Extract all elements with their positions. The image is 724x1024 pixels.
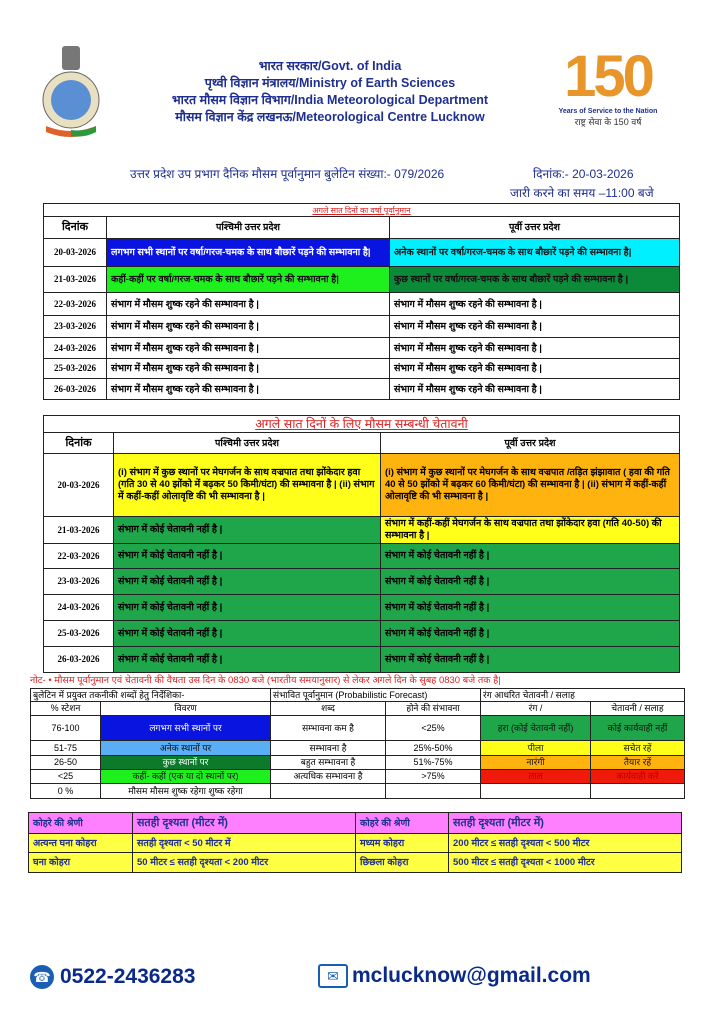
legend-group-probabilistic: संभावित पूर्वानुमान (Probabilistic Forecast)	[271, 689, 481, 702]
east-up-warning: (i) संभाग में कुछ स्थानों पर मेघगर्जन के साथ वज्रपात /तड़ित झंझावात ( हवा की गति 40 से 50 झोंको में बढ़कर 60 किमी/घंटा) की सम्भावना है | (ii) संभाग में कहीं-कहीं ओलावृष्टि की भी सम्भावना है |	[381, 454, 680, 517]
terminology-legend-table	[30, 688, 685, 799]
col-header-west: पश्चिमी उत्तर प्रदेश	[107, 217, 390, 239]
legend-station-pct: 76-100	[31, 716, 101, 741]
row-date: 25-03-2026	[44, 621, 114, 647]
legend-color-name: लाल	[481, 770, 591, 784]
imd-emblem-logo	[40, 44, 102, 142]
fog-header-visibility: सतही दृश्यता (मीटर में)	[133, 813, 356, 834]
east-up-warning: संभाग में कोई चेतावनी नहीं है |	[381, 569, 680, 595]
legend-description: मौसम मौसम शुष्क रहेगा शुष्क रहेगा	[101, 784, 271, 799]
row-date: 24-03-2026	[44, 595, 114, 621]
legend-header-color: रंग /	[481, 702, 591, 716]
row-date: 24-03-2026	[44, 338, 107, 359]
rain-table-row	[44, 267, 680, 293]
legend-advice: कार्यवाही करें	[591, 770, 685, 784]
west-up-forecast: संभाग में मौसम शुष्क रहने की सम्भावना है |	[107, 379, 390, 400]
rain-table-row	[44, 316, 680, 338]
east-up-forecast: कुछ स्थानों पर वर्षा/गरज-चमक के साथ बौछारें पड़ने की सम्भावना है |	[390, 267, 680, 293]
150-years-logo	[548, 44, 668, 138]
warning-table-row	[44, 454, 680, 517]
east-up-warning: संभाग में कहीं-कहीं मेघगर्जन के साथ वज्रपात तथा झोंकेदार हवा (गति 40-50) की सम्भावना है |	[381, 517, 680, 544]
legend-advice: तैयार रहें	[591, 756, 685, 770]
header-line-ministry: पृथ्वी विज्ञान मंत्रालय/Ministry of Earth Sciences	[204, 76, 456, 90]
fog-header-category: कोहरे की श्रेणी	[29, 813, 133, 834]
east-up-forecast: संभाग में मौसम शुष्क रहने की सम्भावना है |	[390, 359, 680, 379]
west-up-forecast: लगभग सभी स्थानों पर वर्षा/गरज-चमक के साथ बौछारें पड़ने की सम्भावना है|	[107, 239, 390, 267]
bulletin-date: दिनांक:- 20-03-2026	[533, 167, 634, 181]
legend-description: कहीं- कहीं (एक या दो स्थानों पर)	[101, 770, 271, 784]
legend-probability: 25%-50%	[386, 741, 481, 756]
legend-color-name: नारंगी	[481, 756, 591, 770]
legend-group-color-warning: रंग आधरित चेतावनी / सलाह	[481, 689, 685, 702]
legend-color-name: पीला	[481, 741, 591, 756]
west-up-forecast: संभाग में मौसम शुष्क रहने की सम्भावना है |	[107, 293, 390, 316]
warning-table-title: अगले सात दिनों के लिए मौसम सम्बन्धी चेतावनी	[44, 416, 680, 433]
legend-row	[31, 756, 685, 770]
legend-station-pct: 0 %	[31, 784, 101, 799]
rain-table-row	[44, 293, 680, 316]
phone-contact[interactable]	[30, 962, 195, 992]
weather-warning-table	[43, 415, 680, 673]
rain-table-title: अगले सात दिनों का वर्षा पूर्वानुमान	[44, 204, 680, 217]
west-up-warning: संभाग में कोई चेतावनी नहीं है |	[114, 517, 381, 544]
row-date: 20-03-2026	[44, 454, 114, 517]
row-date: 21-03-2026	[44, 517, 114, 544]
rain-table-row	[44, 359, 680, 379]
legend-probability	[386, 784, 481, 799]
row-date: 26-03-2026	[44, 647, 114, 673]
row-date: 20-03-2026	[44, 239, 107, 267]
legend-advice: सचेत रहें	[591, 741, 685, 756]
legend-word: सम्भावना कम है	[271, 716, 386, 741]
row-date: 25-03-2026	[44, 359, 107, 379]
legend-word: बहुत सम्भावना है	[271, 756, 386, 770]
warning-table-row	[44, 569, 680, 595]
legend-station-pct: 26-50	[31, 756, 101, 770]
legend-station-pct: 51-75	[31, 741, 101, 756]
header-line-govt: भारत सरकार/Govt. of India	[258, 59, 402, 73]
col-header-east: पूर्वी उत्तर प्रदेश	[381, 433, 680, 454]
west-up-forecast: कहीं-कहीं पर वर्षा/गरज-चमक के साथ बौछारें पड़ने की सम्भावना है|	[107, 267, 390, 293]
east-up-warning: संभाग में कोई चेतावनी नहीं है |	[381, 544, 680, 569]
legend-group-terms: बुलेटिन में प्रयुक्त तकनीकी शब्दों हेतु निर्देशिका-	[31, 689, 271, 702]
legend-probability: >75%	[386, 770, 481, 784]
warning-table-row	[44, 647, 680, 673]
east-up-warning: संभाग में कोई चेतावनी नहीं है |	[381, 647, 680, 673]
east-up-forecast: संभाग में मौसम शुष्क रहने की सम्भावना है |	[390, 338, 680, 359]
legend-row	[31, 716, 685, 741]
email-icon: ✉	[318, 964, 348, 988]
rain-table-row	[44, 338, 680, 359]
row-date: 22-03-2026	[44, 293, 107, 316]
warning-table-row	[44, 544, 680, 569]
legend-header-advice: चेतावनी / सलाह	[591, 702, 685, 716]
warning-table-row	[44, 595, 680, 621]
fog-visibility-range: 200 मीटर ≤ सतही दृश्यता < 500 मीटर	[449, 834, 682, 853]
fog-visibility-range: सतही दृश्यता < 50 मीटर में	[133, 834, 356, 853]
east-up-forecast: संभाग में मौसम शुष्क रहने की सम्भावना है |	[390, 379, 680, 400]
legend-description: कुछ स्थानों पर	[101, 756, 271, 770]
col-header-date: दिनांक	[44, 433, 114, 454]
row-date: 23-03-2026	[44, 316, 107, 338]
west-up-warning: संभाग में कोई चेतावनी नहीं है |	[114, 621, 381, 647]
legend-header-word: शब्द	[271, 702, 386, 716]
east-up-forecast: संभाग में मौसम शुष्क रहने की सम्भावना है |	[390, 293, 680, 316]
header-line-imd: भारत मौसम विज्ञान विभाग/India Meteorological Department	[171, 93, 489, 107]
west-up-warning: संभाग में कोई चेतावनी नहीं है |	[114, 544, 381, 569]
row-date: 21-03-2026	[44, 267, 107, 293]
logo-150-number: 150	[564, 44, 652, 109]
legend-probability: 51%-75%	[386, 756, 481, 770]
email-address: mclucknow@gmail.com	[352, 964, 591, 987]
fog-visibility-table	[28, 812, 682, 873]
west-up-forecast: संभाग में मौसम शुष्क रहने की सम्भावना है |	[107, 338, 390, 359]
east-up-warning: संभाग में कोई चेतावनी नहीं है |	[381, 595, 680, 621]
col-header-west: पश्चिमी उत्तर प्रदेश	[114, 433, 381, 454]
legend-probability: <25%	[386, 716, 481, 741]
row-date: 23-03-2026	[44, 569, 114, 595]
fog-category: छिछला कोहरा	[356, 853, 449, 873]
legend-description: लगभग सभी स्थानों पर	[101, 716, 271, 741]
phone-icon: ☎	[30, 965, 54, 989]
header-line-mc-lucknow: मौसम विज्ञान केंद्र लखनऊ/Meteorological Centre Lucknow	[175, 110, 485, 124]
fog-row	[29, 853, 682, 873]
west-up-forecast: संभाग में मौसम शुष्क रहने की सम्भावना है |	[107, 316, 390, 338]
warning-table-row	[44, 517, 680, 544]
east-up-forecast: संभाग में मौसम शुष्क रहने की सम्भावना है |	[390, 316, 680, 338]
organization-header	[130, 58, 530, 126]
logo-tagline-en: Years of Service to the Nation	[558, 108, 658, 115]
bulletin-title: उत्तर प्रदेश उप प्रभाग दैनिक मौसम पूर्वानुमान बुलेटिन संख्या:- 079/2026	[130, 167, 445, 181]
west-up-forecast: संभाग में मौसम शुष्क रहने की सम्भावना है |	[107, 359, 390, 379]
legend-description: अनेक स्थानों पर	[101, 741, 271, 756]
fog-visibility-range: 500 मीटर ≤ सतही दृश्यता < 1000 मीटर	[449, 853, 682, 873]
west-up-warning: संभाग में कोई चेतावनी नहीं है |	[114, 647, 381, 673]
rain-table-row	[44, 379, 680, 400]
west-up-warning: (i) संभाग में कुछ स्थानों पर मेघगर्जन के साथ वज्रपात तथा झोंकेदार हवा (गति 30 से 40 झोंको में बढ़कर 50 किमी/घंटा) की सम्भावना है | (ii) संभाग में कहीं-कहीं ओलावृष्टि की भी सम्भावना है |	[114, 454, 381, 517]
legend-row	[31, 784, 685, 799]
legend-color-name	[481, 784, 591, 799]
legend-color-name: हरा (कोई चेतावनी नहीं)	[481, 716, 591, 741]
legend-word	[271, 784, 386, 799]
fog-header-visibility: सतही दृश्यता (मीटर में)	[449, 813, 682, 834]
legend-station-pct: <25	[31, 770, 101, 784]
fog-row	[29, 834, 682, 853]
legend-row	[31, 741, 685, 756]
issue-time: जारी करने का समय –11:00 बजे	[510, 186, 654, 200]
email-contact[interactable]	[318, 960, 591, 992]
validity-note: नोट- • मौसम पूर्वानुमान एवं चेतावनी की वैधता उस दिन के 0830 बजे (भारतीय समयानुसार) से लेकर अगले दिन के सुबह 0830 बजे तक है|	[30, 675, 501, 686]
legend-header-desc: विवरण	[101, 702, 271, 716]
fog-category: अत्यन्त घना कोहरा	[29, 834, 133, 853]
fog-header-category: कोहरे की श्रेणी	[356, 813, 449, 834]
col-header-date: दिनांक	[44, 217, 107, 239]
logo-tagline-hi: राष्ट्र सेवा के 150 वर्ष	[574, 117, 642, 127]
fog-category: घना कोहरा	[29, 853, 133, 873]
legend-header-pct: % स्टेशन	[31, 702, 101, 716]
legend-advice	[591, 784, 685, 799]
west-up-warning: संभाग में कोई चेतावनी नहीं है |	[114, 595, 381, 621]
west-up-warning: संभाग में कोई चेतावनी नहीं है |	[114, 569, 381, 595]
row-date: 26-03-2026	[44, 379, 107, 400]
legend-row	[31, 770, 685, 784]
legend-advice: कोई कार्यवाही नहीं	[591, 716, 685, 741]
legend-header-prob: होने की संभावना	[386, 702, 481, 716]
legend-word: सम्भावना है	[271, 741, 386, 756]
east-up-forecast: अनेक स्थानों पर वर्षा/गरज-चमक के साथ बौछारें पड़ने की सम्भावना है|	[390, 239, 680, 267]
rain-forecast-table	[43, 203, 680, 400]
row-date: 22-03-2026	[44, 544, 114, 569]
phone-number: 0522-2436283	[60, 965, 196, 988]
rain-table-row	[44, 239, 680, 267]
warning-table-row	[44, 621, 680, 647]
fog-category: मध्यम कोहरा	[356, 834, 449, 853]
east-up-warning: संभाग में कोई चेतावनी नहीं है |	[381, 621, 680, 647]
legend-word: अत्यधिक सम्भावना है	[271, 770, 386, 784]
col-header-east: पूर्वी उत्तर प्रदेश	[390, 217, 680, 239]
fog-visibility-range: 50 मीटर ≤ सतही दृश्यता < 200 मीटर	[133, 853, 356, 873]
